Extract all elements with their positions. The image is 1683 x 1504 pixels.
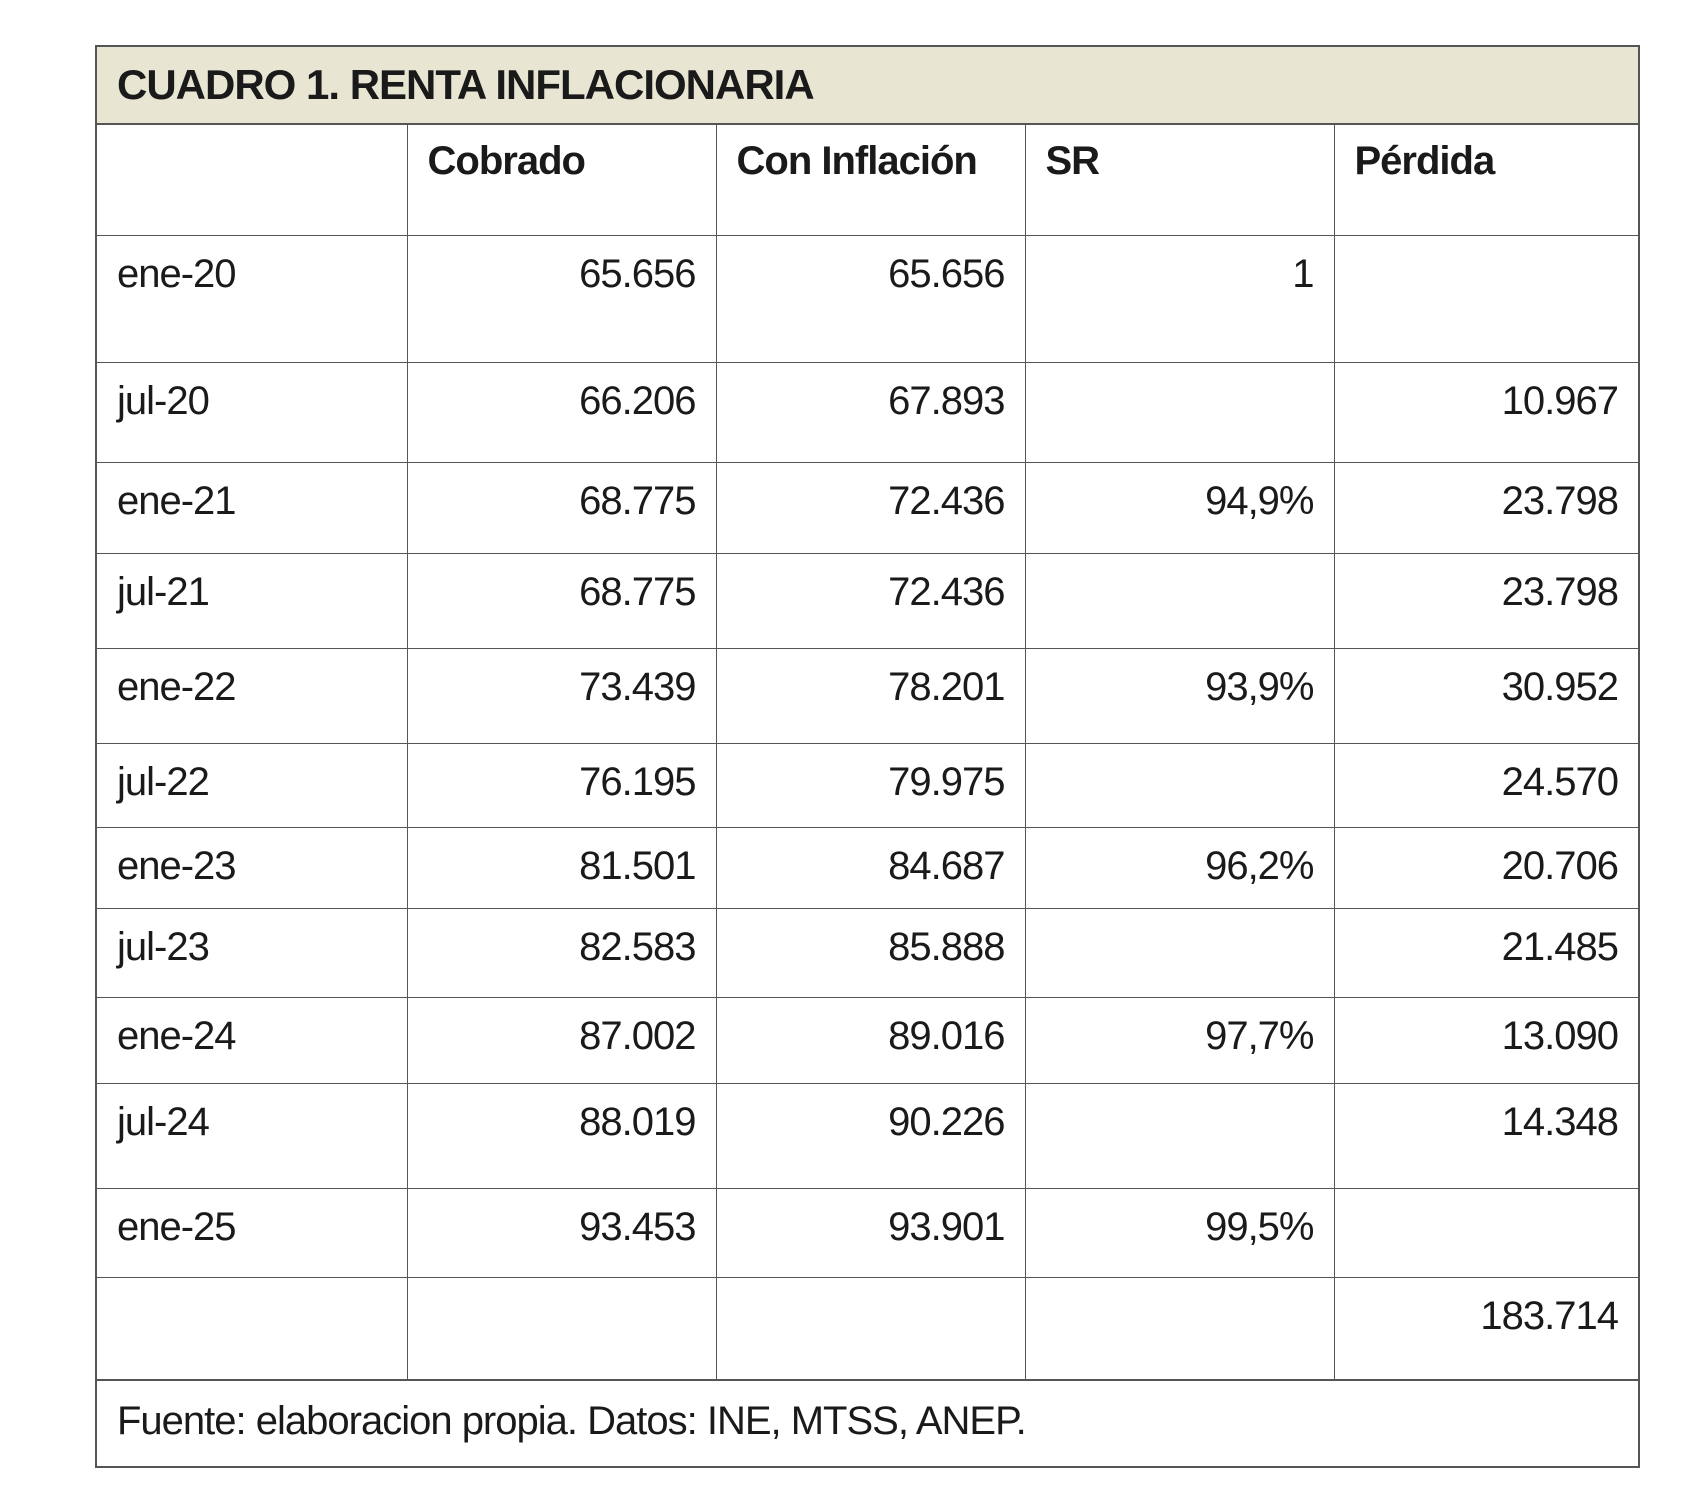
total-row [97, 1277, 1638, 1379]
row-label: jul-21 [97, 553, 407, 648]
con-inflacion-cell: 72.436 [716, 462, 1025, 553]
perdida-cell: 23.798 [1334, 553, 1638, 648]
con-inflacion-cell: 84.687 [716, 827, 1025, 908]
header-cobrado: Cobrado [407, 125, 716, 235]
perdida-cell: 14.348 [1334, 1083, 1638, 1188]
perdida-cell: 23.798 [1334, 462, 1638, 553]
table-row [97, 648, 1638, 743]
footnote: Fuente: elaboracion propia. Datos: INE, MTSS, ANEP. [97, 1380, 1638, 1466]
perdida-cell: 30.952 [1334, 648, 1638, 743]
con-inflacion-cell: 67.893 [716, 362, 1025, 462]
header-perdida: Pérdida [1334, 125, 1638, 235]
cobrado-cell: 88.019 [407, 1083, 716, 1188]
total-con-inflacion [716, 1277, 1025, 1379]
cobrado-cell: 81.501 [407, 827, 716, 908]
sr-cell: 96,2% [1025, 827, 1334, 908]
con-inflacion-cell: 89.016 [716, 997, 1025, 1083]
total-cobrado [407, 1277, 716, 1379]
table-row [97, 1188, 1638, 1277]
row-label: ene-22 [97, 648, 407, 743]
data-table [97, 125, 1638, 1380]
table-row [97, 1083, 1638, 1188]
con-inflacion-cell: 90.226 [716, 1083, 1025, 1188]
row-label: jul-24 [97, 1083, 407, 1188]
con-inflacion-cell: 79.975 [716, 743, 1025, 827]
perdida-cell: 21.485 [1334, 908, 1638, 997]
sr-cell [1025, 743, 1334, 827]
cobrado-cell: 87.002 [407, 997, 716, 1083]
row-label: ene-25 [97, 1188, 407, 1277]
sr-cell [1025, 553, 1334, 648]
table-frame [95, 45, 1640, 1468]
sr-cell: 93,9% [1025, 648, 1334, 743]
header-blank [97, 125, 407, 235]
row-label: jul-23 [97, 908, 407, 997]
table-row [97, 235, 1638, 362]
row-label: jul-22 [97, 743, 407, 827]
sr-cell [1025, 908, 1334, 997]
table-row [97, 462, 1638, 553]
perdida-cell: 24.570 [1334, 743, 1638, 827]
cobrado-cell: 93.453 [407, 1188, 716, 1277]
table-row [97, 908, 1638, 997]
header-sr: SR [1025, 125, 1334, 235]
perdida-cell [1334, 235, 1638, 362]
row-label: jul-20 [97, 362, 407, 462]
row-label: ene-23 [97, 827, 407, 908]
header-con-inflacion: Con Inflación [716, 125, 1025, 235]
table-title: CUADRO 1. RENTA INFLACIONARIA [117, 61, 814, 108]
perdida-cell: 10.967 [1334, 362, 1638, 462]
cobrado-cell: 73.439 [407, 648, 716, 743]
sr-cell [1025, 1083, 1334, 1188]
total-sr [1025, 1277, 1334, 1379]
sr-cell: 1 [1025, 235, 1334, 362]
con-inflacion-cell: 85.888 [716, 908, 1025, 997]
total-label [97, 1277, 407, 1379]
sr-cell: 99,5% [1025, 1188, 1334, 1277]
total-perdida: 183.714 [1334, 1277, 1638, 1379]
sr-cell: 94,9% [1025, 462, 1334, 553]
sr-cell: 97,7% [1025, 997, 1334, 1083]
cobrado-cell: 66.206 [407, 362, 716, 462]
header-row [97, 125, 1638, 235]
con-inflacion-cell: 93.901 [716, 1188, 1025, 1277]
table-row [97, 743, 1638, 827]
cobrado-cell: 76.195 [407, 743, 716, 827]
cobrado-cell: 68.775 [407, 553, 716, 648]
con-inflacion-cell: 78.201 [716, 648, 1025, 743]
cobrado-cell: 68.775 [407, 462, 716, 553]
row-label: ene-21 [97, 462, 407, 553]
table-row [97, 997, 1638, 1083]
table-row [97, 553, 1638, 648]
perdida-cell: 20.706 [1334, 827, 1638, 908]
table-title-bar [97, 47, 1638, 125]
cobrado-cell: 82.583 [407, 908, 716, 997]
row-label: ene-24 [97, 997, 407, 1083]
con-inflacion-cell: 65.656 [716, 235, 1025, 362]
sr-cell [1025, 362, 1334, 462]
cobrado-cell: 65.656 [407, 235, 716, 362]
con-inflacion-cell: 72.436 [716, 553, 1025, 648]
table-row [97, 362, 1638, 462]
table-row [97, 827, 1638, 908]
perdida-cell: 13.090 [1334, 997, 1638, 1083]
perdida-cell [1334, 1188, 1638, 1277]
row-label: ene-20 [97, 235, 407, 362]
